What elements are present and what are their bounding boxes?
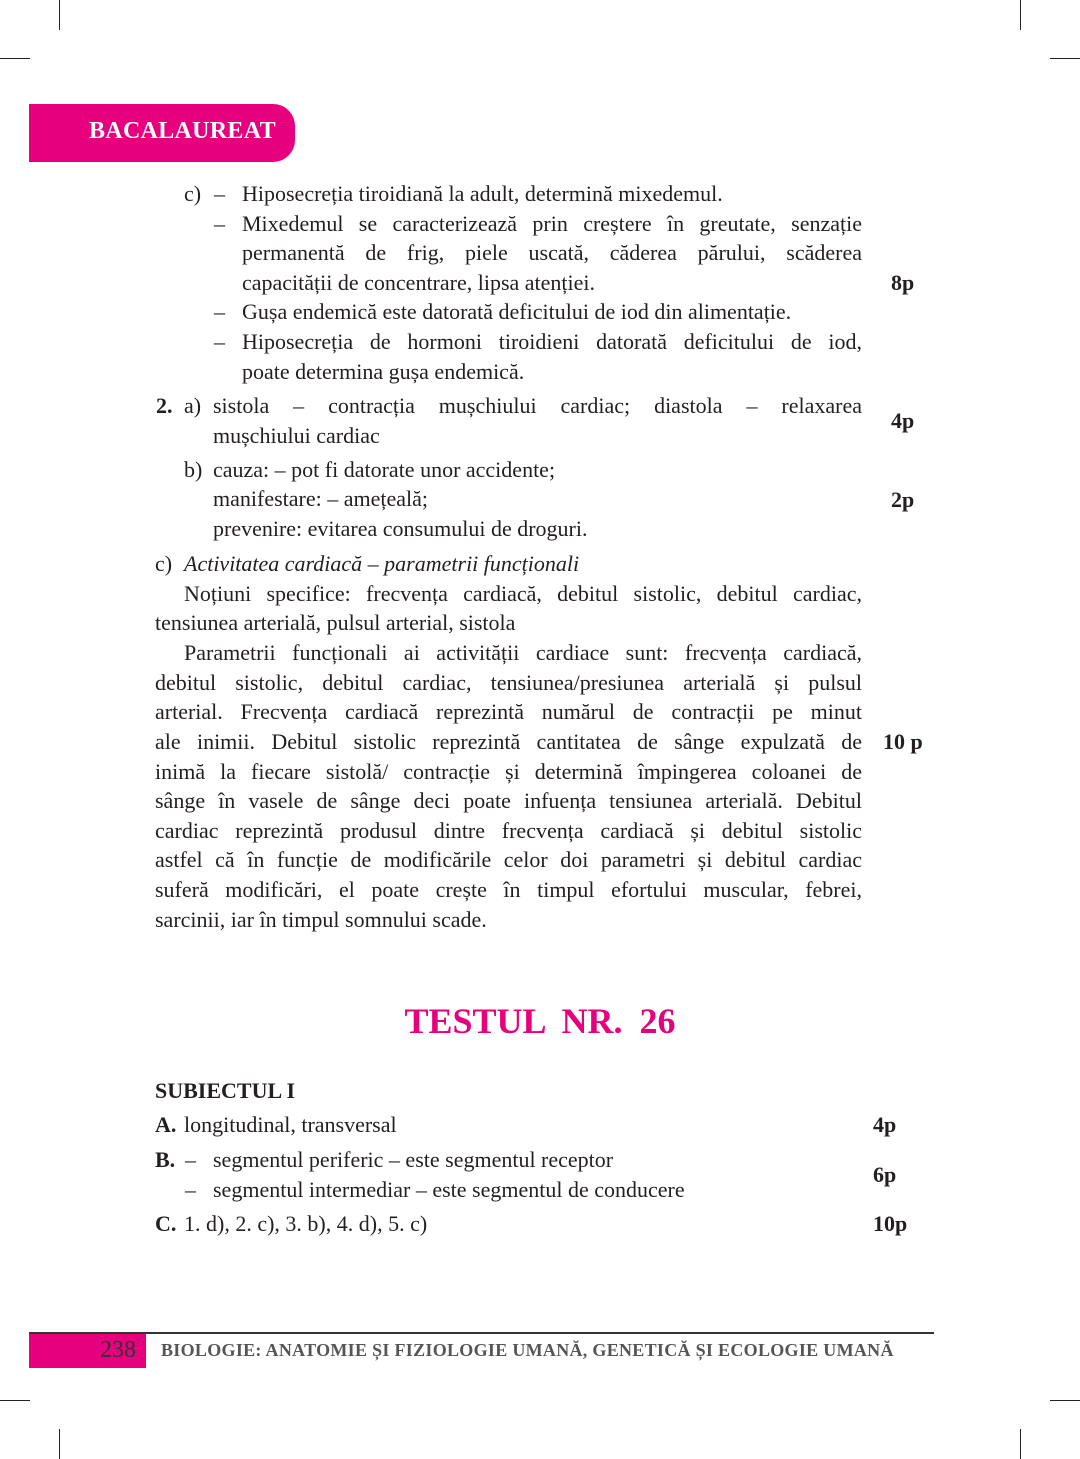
item-label: b) — [184, 457, 203, 482]
text-line: arterial. Frecvența cardiacă reprezintă numărul de contracții pe minut — [155, 699, 862, 724]
crop-mark — [59, 0, 60, 30]
text-line: Mixedemul se caracterizează prin creștere în greutate, senzație — [242, 211, 862, 236]
text-line: cauza: – pot fi datorate unor accidente; — [213, 457, 556, 482]
text-line: suferă modificări, el poate crește în timpul efortului muscular, febrei, — [155, 877, 862, 902]
crop-mark — [59, 1429, 60, 1459]
points: 2p — [891, 487, 915, 512]
item-label: a) — [184, 393, 202, 418]
points: 10p — [873, 1211, 908, 1236]
text-line: Hiposecreția de hormoni tiroidieni datorată deficitului de iod, — [242, 329, 862, 354]
text-line: astfel că în funcție de modificările celor doi parametri și debitul cardiac — [155, 847, 862, 872]
points: 8p — [891, 270, 915, 295]
text-line: Parametrii funcționali ai activității cardiace sunt: frecvența cardiacă, — [184, 640, 862, 665]
text-line: capacității de concentrare, lipsa atenției. — [242, 270, 596, 295]
text-line: ale inimii. Debitul sistolic reprezintă cantitatea de sânge expulzată de — [155, 729, 862, 754]
footer-title: BIOLOGIE: ANATOMIE ȘI FIZIOLOGIE UMANĂ, GENETICĂ ȘI ECOLOGIE UMANĂ — [161, 1340, 894, 1360]
answer-text: longitudinal, transversal — [184, 1112, 397, 1137]
dash: – — [214, 329, 225, 354]
section-header-label: BACALAUREAT — [89, 118, 276, 144]
dash: – — [214, 299, 225, 324]
text-line: sistola – contracția mușchiului cardiac; diastola – relaxarea — [213, 393, 862, 418]
page-number: 238 — [100, 1337, 136, 1363]
item-label: B. — [155, 1147, 176, 1172]
test-title: TESTUL NR. 26 — [404, 1001, 676, 1041]
footer-rule — [29, 1332, 934, 1334]
subject-heading: SUBIECTUL I — [155, 1078, 296, 1103]
crop-mark — [0, 58, 30, 59]
dash: – — [214, 211, 225, 236]
question-number: 2. — [156, 393, 173, 418]
item-label: c) — [184, 181, 202, 206]
text-line: poate determina gușa endemică. — [242, 359, 525, 384]
item-label: A. — [155, 1112, 177, 1137]
item-label: c) — [155, 551, 173, 576]
answer-text: 1. d), 2. c), 3. b), 4. d), 5. c) — [184, 1211, 428, 1236]
points: 6p — [873, 1162, 897, 1187]
essay-title: Activitatea cardiacă – parametrii funcționali — [184, 551, 580, 576]
text-line: tensiunea arterială, pulsul arterial, sistola — [155, 610, 516, 635]
text-line: permanentă de frig, piele uscată, căderea părului, scăderea — [242, 240, 862, 265]
text-line: prevenire: evitarea consumului de droguri. — [213, 516, 588, 541]
points: 4p — [891, 408, 915, 433]
points: 4p — [873, 1112, 897, 1137]
item-label: C. — [155, 1211, 177, 1236]
text-line: cardiac reprezintă produsul dintre frecvența cardiacă și debitul sistolic — [155, 818, 862, 843]
text-line: mușchiului cardiac — [213, 423, 380, 448]
text-line: manifestare: – amețeală; — [213, 486, 428, 511]
crop-mark — [1020, 0, 1021, 30]
answer-text: segmentul periferic – este segmentul receptor — [213, 1147, 614, 1172]
text-line: Gușa endemică este datorată deficitului de iod din alimentație. — [242, 299, 792, 324]
crop-mark — [0, 1400, 30, 1401]
dash: – — [185, 1177, 196, 1202]
points: 10 p — [883, 729, 923, 754]
crop-mark — [1050, 1400, 1080, 1401]
text-line: sânge în vasele de sânge deci poate infuența tensiunea arterială. Debitul — [155, 788, 862, 813]
dash: – — [185, 1147, 196, 1172]
text-line: sarcinii, iar în timpul somnului scade. — [155, 907, 487, 932]
text-line: debitul sistolic, debitul cardiac, tensiunea/presiunea arterială și pulsul — [155, 670, 862, 695]
crop-mark — [1020, 1429, 1021, 1459]
text-line: inimă la fiecare sistolă/ contracție și determină împingerea coloanei de — [155, 759, 862, 784]
text-line: Noțiuni specifice: frecvența cardiacă, debitul sistolic, debitul cardiac, — [184, 581, 862, 606]
text-line: Hiposecreția tiroidiană la adult, determină mixedemul. — [242, 181, 723, 206]
section-header-tab — [29, 104, 295, 162]
dash: – — [214, 181, 225, 206]
answer-text: segmentul intermediar – este segmentul de conducere — [213, 1177, 685, 1202]
crop-mark — [1050, 58, 1080, 59]
